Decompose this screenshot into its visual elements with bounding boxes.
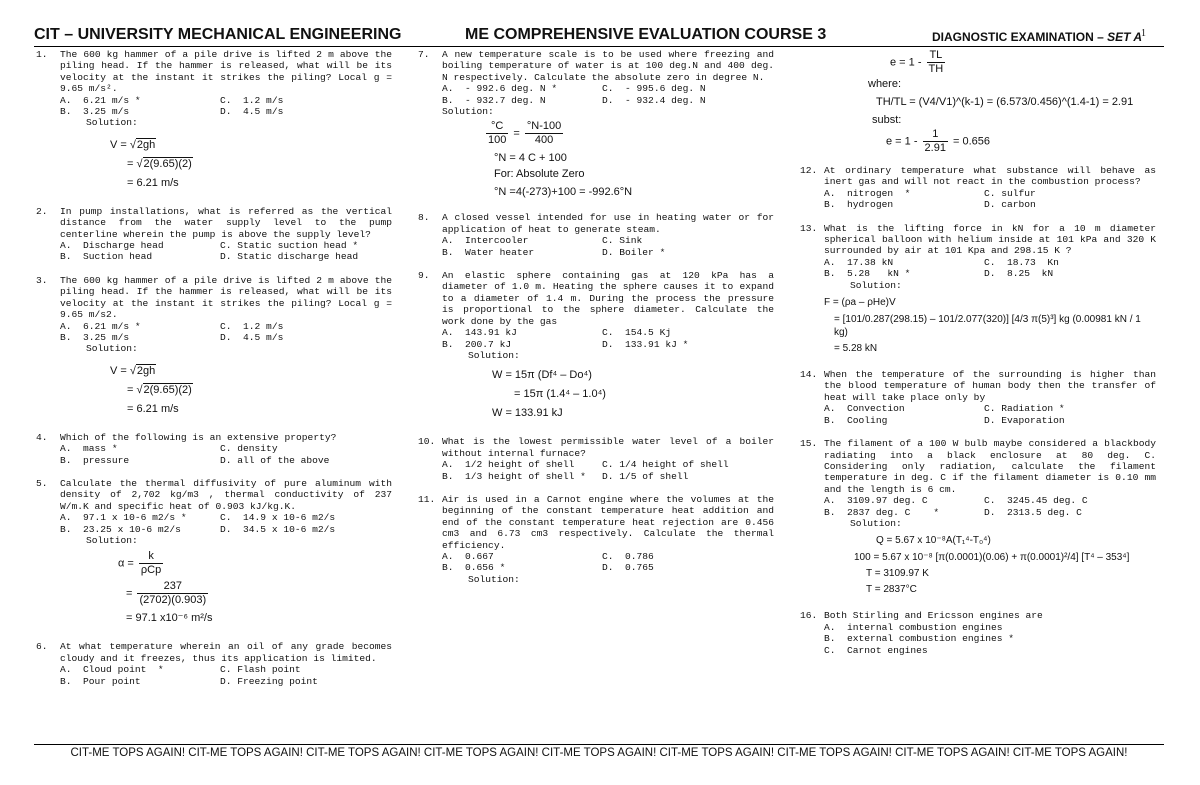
- fraction-numerator: 237: [137, 580, 208, 594]
- option-d: D. 8.25 kN: [984, 268, 1054, 280]
- fraction-numerator: °N-100: [526, 120, 562, 133]
- option-c: C. 3245.45 deg. C: [984, 495, 1088, 507]
- header-course: ME COMPREHENSIVE EVALUATION COURSE 3: [465, 26, 827, 43]
- question-1: [36, 49, 392, 194]
- question-number: 14.: [800, 369, 818, 381]
- fraction-numerator: 1: [923, 128, 948, 142]
- option-d: D. 2313.5 deg. C: [984, 506, 1082, 518]
- question-2: [36, 206, 392, 263]
- question-text: What is the lifting force in kN for a 10 m diameter spherical balloon with helium inside at 101 kPa and 320 K surrounded by air at 101 Kpa and 298.15 K ?: [824, 222, 1156, 257]
- option-a: A. 143.91 kJ: [442, 327, 517, 339]
- header-divider: [34, 46, 1164, 47]
- question-number: 10.: [418, 436, 436, 448]
- option-c: C. 154.5 Kj: [602, 327, 672, 339]
- answer-options: [60, 95, 392, 118]
- math-line: α =: [118, 557, 137, 570]
- question-3: [36, 275, 392, 420]
- option-b: B. 5.28 kN *: [824, 268, 911, 280]
- question-number: 7.: [418, 49, 430, 60]
- question-number: 16.: [800, 610, 818, 622]
- option-d: D. all of the above: [220, 454, 330, 466]
- option-d: D. - 932.4 deg. N: [602, 94, 706, 106]
- column-3: [800, 49, 1156, 668]
- solution-label: Solution:: [850, 279, 902, 291]
- fraction-denominator: 2.91: [924, 142, 946, 154]
- option-c: C. 1.2 m/s: [220, 94, 284, 106]
- option-a: A. 6.21 m/s *: [60, 320, 141, 332]
- option-a: A. Cloud point *: [60, 664, 164, 676]
- question-number: 13.: [800, 222, 818, 234]
- option-c: C. 14.9 x 10-6 m2/s: [220, 512, 336, 524]
- question-text: In pump installations, what is referred as the vertical distance from the water supply level to the pump centerline wherein the pump is above the supply level?: [60, 205, 392, 240]
- option-d: D. 4.5 m/s: [220, 331, 284, 343]
- solution-math: [442, 367, 774, 421]
- question-number: 4.: [36, 431, 48, 443]
- option-a: A. 3109.97 deg. C: [824, 495, 928, 507]
- option-c: C. density: [220, 443, 278, 455]
- option-a: A. Convection: [824, 403, 905, 415]
- option-c: C. 0.786: [602, 550, 654, 562]
- solution-label: Solution:: [468, 349, 520, 361]
- option-d: D. 4.5 m/s: [220, 106, 284, 118]
- answer-options: [442, 327, 774, 350]
- question-16: [800, 610, 1156, 656]
- solution-label: Solution:: [442, 106, 494, 118]
- answer-options: [442, 551, 774, 574]
- math-line: °N = 4 C + 100: [494, 152, 567, 165]
- column-1: [36, 49, 392, 699]
- answer-options: [442, 235, 774, 258]
- option-b: B. Pour point: [60, 675, 141, 687]
- column-2: [418, 49, 774, 597]
- solution-math: V = √2gh = √2(9.65)(2) = 6.21 m/s: [60, 363, 392, 417]
- solution-math: [824, 295, 1156, 357]
- question-number: 3.: [36, 274, 48, 286]
- math-line: °N =4(-273)+100 = -992.6°N: [494, 186, 633, 199]
- answer-options: [824, 257, 1156, 280]
- fraction-numerator: TL: [927, 49, 946, 63]
- question-number: 15.: [800, 438, 818, 450]
- answer-options: [60, 240, 392, 263]
- question-text: What is the lowest permissible water level of a boiler without internal furnace?: [442, 436, 774, 459]
- option-b: B. 200.7 kJ: [442, 338, 512, 350]
- option-d: D. 34.5 x 10-6 m2/s: [220, 523, 336, 535]
- math-line: = 15π (1.4⁴ – 1.0⁴): [514, 388, 606, 401]
- where-label: where:: [868, 78, 902, 90]
- option-b: B. pressure: [60, 454, 130, 466]
- math-line: =: [127, 383, 137, 396]
- option-d: D. carbon: [984, 199, 1036, 211]
- option-a: A. 17.38 kN: [824, 256, 894, 268]
- math-result: T = 2837°C: [866, 584, 917, 596]
- math-line: 100 = 5.67 x 10⁻⁸ [π(0.0001)(0.06) + π(0.0001)²/4] [T⁴ – 353⁴]: [854, 552, 1130, 564]
- option-d: D. Evaporation: [984, 414, 1065, 426]
- question-number: 11.: [418, 493, 436, 505]
- option-b: B. external combustion engines *: [824, 633, 1014, 645]
- fraction-numerator: k: [139, 550, 163, 564]
- fraction-denominator: ρCp: [140, 564, 162, 577]
- math-result: = 6.21 m/s: [127, 176, 179, 189]
- question-number: 5.: [36, 477, 48, 489]
- question-text: The filament of a 100 W bulb maybe considered a blackbody radiating into a black enclosure at 80 deg. C. Considering only radiation, calculate the filament temperature in deg. C if the filament diameter is 0.10 mm and the length is 6 cm.: [824, 438, 1156, 495]
- option-c: C. Radiation *: [984, 403, 1065, 415]
- question-text: When the temperature of the surrounding is higher than the blood temperature of human body then the transfer of heat will take place only by: [824, 369, 1156, 403]
- solution-label: Solution:: [468, 573, 520, 585]
- answer-options: [442, 83, 774, 106]
- math-result: W = 133.91 kJ: [492, 407, 563, 420]
- question-number: 2.: [36, 205, 48, 217]
- question-13: [800, 223, 1156, 357]
- math-result: = 0.656: [953, 135, 991, 148]
- option-b: B. Suction head: [60, 251, 153, 263]
- question-text: A closed vessel intended for use in heating water or for application of heat to generate steam.: [442, 212, 774, 235]
- option-b: B. hydrogen: [824, 199, 894, 211]
- option-d: D. Boiler *: [602, 246, 666, 258]
- option-b: B. Cooling: [824, 414, 888, 426]
- question-text: At what temperature wherein an oil of any grade becomes cloudy and it freezes, thus its application is limited.: [60, 641, 392, 664]
- answer-options: [824, 403, 1156, 426]
- fraction-denominator: 400: [534, 134, 554, 147]
- solution-math: $\frac{^\circ C}{100}$ = $\frac{^\circ N-100}{400}$ °N = 4 C + 100 For: Absolute Zero °N =4(-273)+100 = -992.6°N: [442, 120, 774, 200]
- question-number: 6.: [36, 641, 48, 653]
- math-radical: 2gh: [136, 364, 156, 377]
- header-school: CIT – UNIVERSITY MECHANICAL ENGINEERING: [34, 26, 402, 43]
- solution-math: [60, 550, 392, 626]
- header-set: SET A: [1107, 30, 1143, 44]
- question-14: [800, 369, 1156, 426]
- option-c: C. 1/4 height of shell: [602, 459, 729, 471]
- math-line: TH/TL = (V4/V1)^(k-1) = (6.573/0.456)^(1.4-1) = 2.91: [876, 96, 1134, 108]
- question-11: [418, 494, 774, 585]
- math-line: V =: [110, 364, 130, 377]
- option-c: C. Carnot engines: [824, 644, 928, 656]
- option-c: C. - 995.6 deg. N: [602, 83, 706, 95]
- option-c: C. Flash point: [220, 664, 301, 676]
- answer-options: [442, 459, 774, 482]
- math-line: T = 3109.97 K: [866, 568, 929, 580]
- option-d: D. Static discharge head: [220, 251, 359, 263]
- math-line: Q = 5.67 x 10⁻⁸A(T₁⁴-T₀⁴): [876, 535, 991, 547]
- math-line: = [101/0.287(298.15) – 101/2.077(320)] [4/3 π(5)³] kg (0.00981 kN / 1 kg): [834, 314, 1141, 339]
- question-4: [36, 432, 392, 466]
- solution-math: V = √2gh = √2(9.65)(2) = 6.21 m/s: [60, 137, 392, 191]
- math-line: e = 1 -: [890, 56, 925, 69]
- math-line: e = 1 -: [886, 135, 921, 148]
- option-d: D. 0.765: [602, 562, 654, 574]
- option-c: C. 18.73 Kn: [984, 256, 1059, 268]
- header-exam-label: DIAGNOSTIC EXAMINATION –: [932, 30, 1104, 44]
- math-result: = 5.28 kN: [834, 343, 878, 355]
- option-b: B. 23.25 x 10-6 m2/s: [60, 523, 181, 535]
- option-c: C. sulfur: [984, 187, 1036, 199]
- fraction-numerator: °C: [486, 120, 508, 134]
- option-d: D. 1/5 of shell: [602, 470, 689, 482]
- question-number: 8.: [418, 212, 430, 224]
- question-7: [418, 49, 774, 200]
- answer-options: [60, 321, 392, 344]
- footer-slogan: CIT-ME TOPS AGAIN! CIT-ME TOPS AGAIN! CIT-ME TOPS AGAIN! CIT-ME TOPS AGAIN! CIT-ME TOPS AGAIN! CIT-ME TOPS AGAIN! CIT-ME TOPS AGAIN! CIT-ME TOPS AGAIN! CIT-ME TOPS AGAIN!: [34, 744, 1164, 759]
- option-c: C. Sink: [602, 235, 643, 247]
- option-b: B. 1/3 height of shell *: [442, 470, 586, 482]
- question-text: An elastic sphere containing gas at 120 kPa has a diameter of 1.0 m. Heating the sphere causes it to expand to a diameter of 1.4 m. During the process the pressure is proportional to the sphere diameter. Calculate the work done by the gas: [442, 270, 774, 327]
- question-number: 1.: [36, 49, 48, 60]
- option-a: A. Discharge head: [60, 240, 164, 252]
- question-8: [418, 212, 774, 258]
- answer-options: [824, 188, 1156, 211]
- option-a: A. internal combustion engines: [824, 621, 1003, 633]
- math-line: =: [126, 587, 136, 600]
- option-a: A. 6.21 m/s *: [60, 94, 141, 106]
- solution-label: Solution:: [850, 517, 902, 529]
- answer-options: [60, 512, 392, 535]
- subst-label: subst:: [872, 114, 902, 126]
- fraction-denominator: 100: [488, 134, 507, 147]
- question-text: Calculate the thermal diffusivity of pure aluminum with density of 2,702 kg/m3 , thermal conductivity of 237 W/m.K and specific heat of 0.903 kJ/kg.K.: [60, 477, 392, 512]
- option-b: B. 2837 deg. C *: [824, 506, 940, 518]
- question-10: [418, 436, 774, 482]
- solution-math: [824, 533, 1156, 598]
- fraction-denominator: TH: [928, 63, 944, 75]
- answer-options: [60, 443, 392, 466]
- answer-options: [60, 664, 392, 687]
- question-6: [36, 641, 392, 687]
- question-number: 9.: [418, 270, 430, 282]
- question-12: [800, 165, 1156, 211]
- option-c: C. Static suction head *: [220, 240, 359, 252]
- question-text: The 600 kg hammer of a pile drive is lifted 2 m above the piling head. If the hammer is released, what will be its velocity at the instant it strikes the piling? Local g = 9.65 m/s².: [60, 49, 392, 95]
- math-line: For: Absolute Zero: [494, 168, 585, 181]
- math-radical: 2gh: [136, 138, 156, 151]
- math-radical: 2(9.65)(2): [143, 383, 192, 396]
- question-15: [800, 438, 1156, 598]
- option-b: B. 0.656 *: [442, 562, 506, 574]
- question-9: [418, 270, 774, 424]
- question-text: Air is used in a Carnot engine where the volumes at the beginning of the constant temperature heat addition and end of the constant temperature heat rejection are 0.456 cm3 and 6.73 cm3 respectively. Calculate the thermal efficiency.: [442, 493, 774, 551]
- option-a: A. nitrogen *: [824, 187, 911, 199]
- option-b: B. Water heater: [442, 246, 535, 258]
- question-number: 12.: [800, 165, 818, 176]
- carnot-solution-continued: [800, 49, 1156, 155]
- answer-options: [824, 495, 1156, 518]
- math-line: F = (ρa – ρHe)V: [824, 297, 896, 309]
- question-text: Which of the following is an extensive property?: [60, 431, 337, 443]
- math-line: =: [127, 157, 137, 170]
- option-b: B. 3.25 m/s: [60, 106, 130, 118]
- option-d: D. Freezing point: [220, 675, 318, 687]
- option-b: B. 3.25 m/s: [60, 331, 130, 343]
- option-a: A. mass *: [60, 443, 118, 455]
- math-result: = 97.1 x10⁻⁶ m²/s: [126, 612, 213, 625]
- math-radical: 2(9.65)(2): [143, 157, 192, 170]
- question-text: The 600 kg hammer of a pile drive is lifted 2 m above the piling head. If the hammer is released, what will be its velocity at the instant it strikes the piling? Local g = 9.65 m/s2.: [60, 274, 392, 321]
- solution-label: Solution:: [86, 534, 138, 546]
- option-d: D. 133.91 kJ *: [602, 338, 689, 350]
- question-5: [36, 478, 392, 629]
- page-number: 1: [1141, 28, 1146, 39]
- option-a: A. 1/2 height of shell: [442, 459, 575, 471]
- fraction-denominator: (2702)(0.903): [139, 594, 207, 607]
- option-a: A. 0.667: [442, 550, 494, 562]
- option-c: C. 1.2 m/s: [220, 320, 284, 332]
- option-a: A. 97.1 x 10-6 m2/s *: [60, 512, 187, 524]
- option-a: A. Intercooler: [442, 235, 529, 247]
- solution-label: Solution:: [86, 343, 138, 355]
- question-text: Both Stirling and Ericsson engines are: [824, 610, 1043, 622]
- math-line: W = 15π (Df⁴ – Do⁴): [492, 369, 592, 382]
- option-b: B. - 932.7 deg. N: [442, 94, 546, 106]
- solution-label: Solution:: [86, 117, 138, 129]
- math-line: V =: [110, 138, 130, 151]
- math-result: = 6.21 m/s: [127, 402, 179, 415]
- question-text: A new temperature scale is to be used where freezing and boiling temperature of water is at 100 deg.N and 400 deg. N respectively. Calculate the absolute zero in degree N.: [442, 49, 774, 83]
- question-text: At ordinary temperature what substance will behave as inert gas and will not react in the combustion process?: [824, 165, 1156, 188]
- option-a: A. - 992.6 deg. N *: [442, 83, 558, 95]
